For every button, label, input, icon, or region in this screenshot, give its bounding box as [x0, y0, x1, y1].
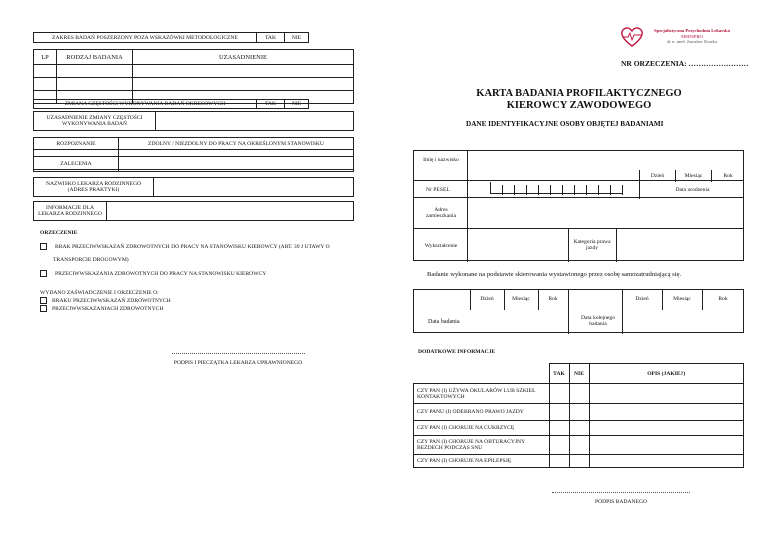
frequency-reason-field[interactable] — [156, 112, 354, 131]
exam-date-label: Data badania — [428, 319, 460, 325]
license-category-label: Kategoria prawa jazdy — [573, 239, 611, 252]
heart-logo-icon — [619, 26, 645, 48]
name-label: Imię i nazwisko — [423, 157, 459, 163]
pesel-label: Nr PESEL — [426, 187, 450, 193]
answer-yes[interactable] — [549, 455, 569, 468]
referral-note: Badanie wykonane na podstawie skierowania wystawionego przez osobę samozatrudniającą się. — [427, 271, 682, 278]
questions-table — [413, 363, 744, 468]
doctor-info-field[interactable] — [107, 202, 354, 221]
frequency-label: ZMIANA CZĘSTOŚCI WYKONYWANIA BADAŃ OKRESOWYCH — [34, 100, 257, 109]
next-month-label: Miesiąc — [673, 296, 691, 302]
id-section-heading: DANE IDENTYFIKACYJNE OSOBY OBJĘTEJ BADANIAMI — [466, 120, 664, 128]
extended-exam-label: ZAKRES BADAŃ POSZERZONY POZA WSKAZÓWKI METODOLOGICZNE — [34, 33, 257, 43]
answer-desc[interactable] — [589, 404, 744, 421]
form-title-line2: KIEROWCY ZAWODOWEGO — [506, 100, 652, 112]
education-row — [413, 228, 744, 261]
checkbox-icon[interactable] — [40, 270, 47, 277]
doctor-signature-label: PODPIS I PIECZĄTKA LEKARZA UPRAWNIONEGO — [173, 360, 303, 366]
next-exam-label: Data kolejnego badania — [580, 315, 616, 328]
exam-year-label: Rok — [548, 296, 558, 302]
answer-yes[interactable] — [549, 421, 569, 436]
ruling-title: ORZECZENIE — [40, 230, 78, 236]
table-cell[interactable] — [34, 78, 57, 91]
diagnosis-label: ROZPOZNANIE — [34, 138, 119, 150]
clinic-name-line3: dr n. med. Jarosław Kiszka — [667, 39, 717, 45]
ruling-option-1b: TRANSPORCIE DROGOWYM) — [53, 257, 129, 263]
education-field[interactable] — [468, 229, 568, 262]
recommendations-label: ZALECENIA — [34, 157, 119, 172]
next-exam-field[interactable] — [622, 310, 744, 334]
form-title-line1: KARTA BADANIA PROFILAKTYCZNEGO — [476, 88, 682, 99]
ruling-option-2[interactable] — [40, 270, 266, 277]
next-day-label: Dzień — [635, 296, 649, 302]
question-2: CZY PANU (I) ODEBRANO PRAWO JAZDY — [414, 404, 550, 421]
issued-option-1[interactable] — [40, 297, 171, 304]
pesel-digit-boxes[interactable] — [490, 182, 623, 194]
answer-desc[interactable] — [589, 384, 744, 404]
doctor-signature-line — [172, 353, 305, 354]
answer-desc[interactable] — [589, 421, 744, 436]
answer-no[interactable] — [569, 421, 589, 436]
exam-type-table — [33, 49, 354, 104]
birth-year-label: Rok — [723, 173, 733, 179]
birth-day-label: Dzień — [650, 173, 665, 179]
answer-desc[interactable] — [589, 455, 744, 468]
patient-signature-label: PODPIS BADANEGO — [594, 499, 648, 505]
checkbox-icon[interactable] — [40, 243, 47, 250]
question-1: CZY PAN (I) UŻYWA OKULARÓW LUB SZKIEŁ KONTAKTOWYCH — [414, 384, 550, 404]
frequency-no[interactable]: NIE — [285, 100, 309, 109]
exam-date-block — [413, 289, 744, 333]
extra-info-heading: DODATKOWE INFORMACJE — [418, 349, 496, 355]
question-3: CZY PAN (I) CHORUJE NA CUKRZYCĘ — [414, 421, 550, 436]
address-row — [413, 197, 744, 229]
address-field[interactable] — [468, 198, 744, 230]
clinic-logo — [619, 26, 645, 48]
exam-day-label: Dzień — [480, 296, 494, 302]
lp-header: LP — [34, 50, 57, 65]
question-yes-header: TAK — [549, 364, 569, 384]
answer-yes[interactable] — [549, 384, 569, 404]
birth-month-label: Miesiąc — [684, 173, 703, 179]
extended-exam-no[interactable]: NIE — [285, 33, 309, 43]
answer-yes[interactable] — [549, 436, 569, 455]
table-cell[interactable] — [133, 65, 354, 78]
education-label: Wykształcenie — [424, 243, 458, 249]
next-year-label: Rok — [718, 296, 728, 302]
ruling-option-1[interactable] — [40, 243, 330, 250]
clinic-name-line2: MEDSPRO — [681, 33, 703, 39]
recommendations-table — [33, 156, 354, 172]
frequency-yes[interactable]: TAK — [257, 100, 285, 109]
divider — [568, 290, 569, 334]
answer-no[interactable] — [569, 455, 589, 468]
name-row — [413, 150, 744, 181]
clinic-name-line1: Specjalistyczna Przychodnia Lekarska — [654, 28, 730, 33]
recommendations-field[interactable] — [119, 157, 354, 172]
license-category-field[interactable] — [617, 229, 744, 262]
exam-date-field[interactable] — [470, 310, 568, 334]
table-cell[interactable] — [34, 65, 57, 78]
extended-exam-table — [33, 32, 309, 43]
answer-desc[interactable] — [589, 436, 744, 455]
question-no-header: NIE — [569, 364, 589, 384]
fitness-label: ZDOLNY / NIEZDOLNY DO PRACY NA OKREŚLONYM STANOWISKU — [119, 138, 354, 150]
issued-option-2-text: PRZECIWWSKAZANIACH ZDROWOTNYCH — [52, 305, 164, 312]
question-desc-header: OPIS (JAKIE?) — [589, 364, 744, 384]
table-cell[interactable] — [57, 78, 133, 91]
family-doctor-field[interactable] — [154, 178, 354, 197]
divider — [568, 229, 569, 262]
clinic-name — [647, 28, 737, 45]
table-cell[interactable] — [133, 78, 354, 91]
issued-title: WYDANO ZAŚWIADCZENIE I ORZECZENIE O: — [40, 290, 159, 296]
address-label: Adres zamieszkania — [425, 207, 457, 220]
reason-header: UZASADNIENIE — [133, 50, 354, 65]
answer-yes[interactable] — [549, 404, 569, 421]
divider — [470, 290, 471, 310]
family-doctor-label: NAZWISKO LEKARZA RODZINNEGO (ADRES PRAKTYKI) — [34, 178, 154, 197]
issued-option-1-text: BRAKU PRZECIWWSKAZAŃ ZDROWOTNYCH — [52, 297, 171, 304]
checkbox-icon[interactable] — [40, 305, 47, 312]
answer-no[interactable] — [569, 404, 589, 421]
frequency-reason-table — [33, 111, 354, 131]
question-5: CZY PAN (I) CHORUJE NA EPILEPSJĘ — [414, 455, 550, 468]
patient-signature-line — [552, 492, 690, 493]
certificate-number: NR ORZECZENIA: …………………… — [621, 59, 749, 68]
table-cell[interactable] — [57, 65, 133, 78]
frequency-table — [33, 99, 309, 109]
checkbox-icon[interactable] — [40, 297, 47, 304]
birth-date-label: Data urodzenia — [675, 187, 710, 193]
answer-no[interactable] — [569, 436, 589, 455]
issued-option-2[interactable] — [40, 305, 163, 312]
exam-month-label: Miesiąc — [512, 296, 530, 302]
doctor-info-table — [33, 201, 354, 221]
family-doctor-table — [33, 177, 354, 197]
blank-header — [414, 364, 550, 384]
extended-exam-yes[interactable]: TAK — [257, 33, 285, 43]
answer-no[interactable] — [569, 384, 589, 404]
pesel-row — [413, 180, 744, 198]
ruling-option-1-text: BRAK PRZECIWWSKAZAŃ ZDROWOTNYCH DO PRACY NA STANOWISKU KIEROWCY (ART. 39 J UTAWY O — [55, 243, 330, 250]
frequency-reason-label: UZASADNIENIE ZMIANY CZĘSTOŚCI WYKONYWANIA BADAŃ — [34, 112, 156, 131]
doctor-info-label: INFORMACJE DLA LEKARZA RODZINNEGO — [34, 202, 107, 221]
question-4: CZY PAN (I) CHORUJE NA OBTURACYJNY BEZDECH PODCZAS SNU — [414, 436, 550, 455]
exam-type-header: RODZAJ BADANIA — [57, 50, 133, 65]
form-title — [459, 88, 699, 112]
ruling-option-2-text: PRZECIWWSKAZANIA ZDROWOTNYCH DO PRACY NA STANOWISKU KIEROWCY — [55, 270, 267, 277]
